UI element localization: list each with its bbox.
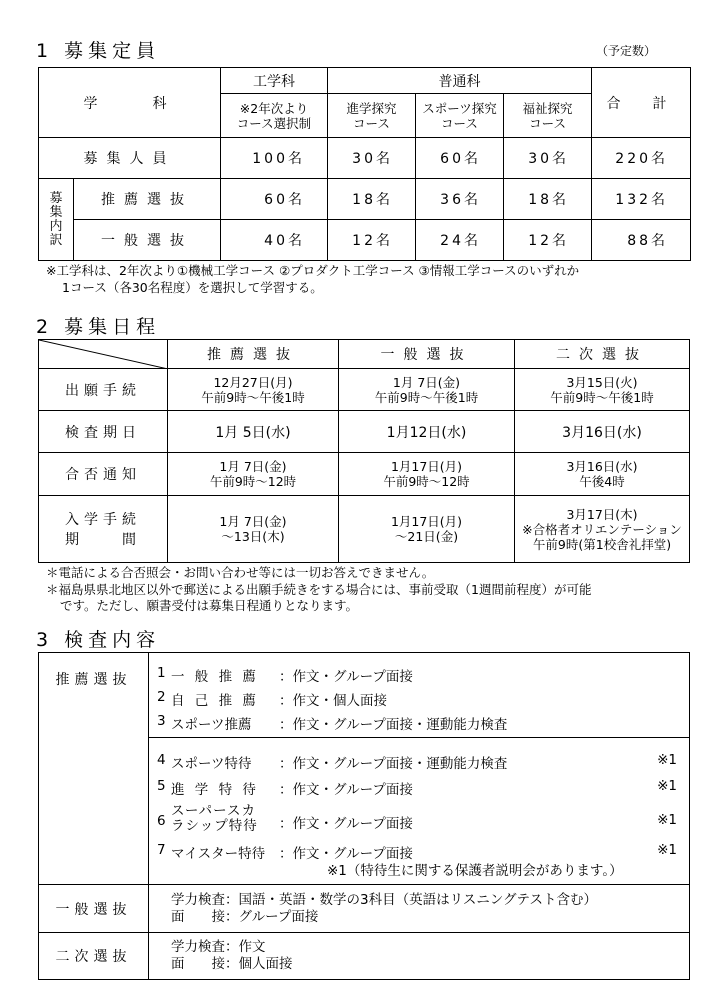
suisen-group-b: 4 スポーツ特待 ：作文・グループ面接・運動能力検査 ※1 5 進 学 特 待 ：作文・グループ面接 ※1 6 スーパースカ ラシップ特待 ：作文・グループ面接 ※1 7 マイスター特待 ：作文・グループ面接 ※1 ※1（特待生に関する保護者説明会があります。） xyxy=(149,738,689,884)
schedule-cell: 3月16日(水) 午後4時 xyxy=(515,453,690,496)
cell-value: 60名 xyxy=(416,138,504,179)
cell-value: 88名 xyxy=(592,220,691,261)
header-kougaku-note: ※2年次より コース選択制 xyxy=(221,94,328,138)
cell-value: 24名 xyxy=(416,220,504,261)
header-gakka: 学 科 xyxy=(39,68,221,138)
cell-value: 60名 xyxy=(221,179,328,220)
schedule-cell: 1月 5日(水) xyxy=(168,411,339,453)
schedule-cell: 1月17日(月) ～21日(金) xyxy=(339,496,515,563)
row-label-shutsugan: 出願手続 xyxy=(39,369,168,411)
cell-value: 40名 xyxy=(221,220,328,261)
label-niji: 二次選抜 xyxy=(39,933,149,980)
diagonal-line xyxy=(39,340,168,369)
tokutai-note: ※1（特待生に関する保護者説明会があります。） xyxy=(327,863,623,879)
row-label-suisen: 推薦選抜 xyxy=(74,179,221,220)
col-suisen: 推薦選抜 xyxy=(168,340,339,369)
schedule-cell: 3月16日(水) xyxy=(515,411,690,453)
schedule-cell: 1月 7日(金) 午前9時～12時 xyxy=(168,453,339,496)
header-fukushi: 福祉探究 コース xyxy=(504,94,592,138)
section-3-title: 3 検査内容 xyxy=(36,629,161,651)
cell-value: 12名 xyxy=(328,220,416,261)
schedule-cell: 12月27日(月) 午前9時～午後1時 xyxy=(168,369,339,411)
side-label-uchiwake: 募 集 内 訳 xyxy=(39,179,74,261)
section-2-title: 2 募集日程 xyxy=(36,316,161,338)
schedule-table xyxy=(38,339,690,563)
planned-label: （予定数） xyxy=(596,44,657,58)
header-kougaku: 工学科 xyxy=(221,68,328,94)
cell-value: 132名 xyxy=(592,179,691,220)
cell-value: 100名 xyxy=(221,138,328,179)
exam-table xyxy=(38,652,690,980)
suisen-content xyxy=(149,653,690,885)
header-shingaku: 進学探究 コース xyxy=(328,94,416,138)
col-niji: 二次選抜 xyxy=(515,340,690,369)
diagonal-header-cell xyxy=(39,340,168,369)
schedule-note-1: ＊電話による合否照会・お問い合わせ等には一切お答えできません。 xyxy=(46,565,435,580)
header-total: 合 計 xyxy=(592,68,691,138)
label-suisen: 推薦選抜 xyxy=(39,653,149,885)
cell-value: 12名 xyxy=(504,220,592,261)
capacity-table xyxy=(38,67,691,261)
cell-value: 18名 xyxy=(504,179,592,220)
cell-value: 36名 xyxy=(416,179,504,220)
schedule-cell: 3月15日(火) 午前9時～午後1時 xyxy=(515,369,690,411)
capacity-note-1: ※工学科は、2年次より①機械工学コース ②プロダクト工学コース ③情報工学コースのいずれか xyxy=(46,263,580,278)
header-futsu: 普通科 xyxy=(328,68,592,94)
cell-value: 220名 xyxy=(592,138,691,179)
capacity-note-2: 1コース（各30名程度）を選択して学習する。 xyxy=(62,280,323,295)
niji-content: 学力検査：作文 面 接：個人面接 xyxy=(149,933,690,980)
label-ippan: 一般選抜 xyxy=(39,885,149,933)
schedule-cell: 1月 7日(金) ～13日(木) xyxy=(168,496,339,563)
schedule-cell: 1月17日(月) 午前9時～12時 xyxy=(339,453,515,496)
cell-value: 30名 xyxy=(504,138,592,179)
row-label-boshu: 募集人員 xyxy=(39,138,221,179)
section-1-title: 1 募集定員 xyxy=(36,40,161,62)
schedule-cell: 1月12日(水) xyxy=(339,411,515,453)
cell-value: 18名 xyxy=(328,179,416,220)
row-label-kensa: 検査期日 xyxy=(39,411,168,453)
header-sports: スポーツ探究 コース xyxy=(416,94,504,138)
schedule-note-3: です。ただし、願書受付は募集日程通りとなります。 xyxy=(60,598,359,613)
cell-value: 30名 xyxy=(328,138,416,179)
ippan-content: 学力検査：国語・英語・数学の3科目（英語はリスニングテスト含む） 面 接：グループ面接 xyxy=(149,885,690,933)
col-ippan: 一般選抜 xyxy=(339,340,515,369)
schedule-note-2: ＊福島県県北地区以外で郵送による出願手続きをする場合には、事前受取（1週間前程度）が可能 xyxy=(46,582,592,597)
schedule-cell: 3月17日(木) ※合格者オリエンテーション 午前9時(第1校舎礼拝堂) xyxy=(515,496,690,563)
row-label-gohi: 合否通知 xyxy=(39,453,168,496)
suisen-group-a: 1 一 般 推 薦 ：作文・グループ面接 2 自 己 推 薦 ：作文・個人面接 3 スポーツ推薦 ：作文・グループ面接・運動能力検査 xyxy=(149,653,689,738)
row-label-nyugaku: 入学手続 期 間 xyxy=(39,496,168,563)
exam-item: 6 スーパースカ ラシップ特待 ：作文・グループ面接 ※1 xyxy=(157,803,677,834)
schedule-cell: 1月 7日(金) 午前9時～午後1時 xyxy=(339,369,515,411)
row-label-ippan: 一般選抜 xyxy=(74,220,221,261)
